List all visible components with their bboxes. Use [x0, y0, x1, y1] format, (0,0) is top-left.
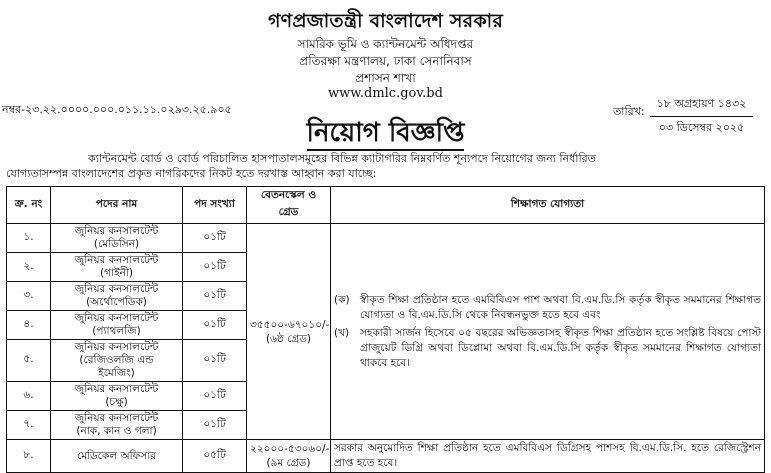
notice-title: [0, 112, 771, 156]
pay-scale-group-1: [247, 224, 331, 440]
header-post-name: পদের নাম: [51, 187, 183, 224]
row-sl: ২.: [7, 253, 51, 282]
row-post-count: ০১টি: [183, 282, 247, 311]
row-post-name: [51, 411, 183, 440]
row-post-count: ০১টি: [183, 411, 247, 440]
header-sl: ক্র. নং: [7, 187, 51, 224]
ministry-name: প্রতিরক্ষা মন্ত্রণালয়, ঢাকা সেনানিবাস: [299, 54, 472, 68]
post-name-line: জুনিয়র কনসালটেন্ট: [74, 225, 159, 237]
government-title: গণপ্রজাতন্ত্রী বাংলাদেশ সরকার: [268, 10, 503, 32]
post-name-line: (মেডিসিন): [93, 238, 140, 250]
post-name-line: জুনিয়র কনসালটেন্ট: [74, 383, 159, 395]
row-sl: ৫.: [7, 340, 51, 382]
row-post-name: [51, 382, 183, 411]
qualification-marker: (ক): [334, 293, 350, 306]
post-name-line: জুনিয়র কনসালটেন্ট: [74, 283, 159, 295]
date-bangla: ১৮ অগ্রহায়ণ ১৪৩২: [650, 95, 753, 117]
post-name-line: জুনিয়র কনসালটেন্ট: [74, 412, 159, 424]
row-post-count: ০১টি: [183, 311, 247, 340]
qualification-group-1: [331, 224, 765, 440]
qualification-text: সহকারী সার্জন হিসেবে ০৫ বছরের অভিজ্ঞতাসহ স্বীকৃত শিক্ষা প্রতিষ্ঠান হতে সংশ্লিষ্ট বিষয়ে পোস্ট গ্রাজুয়েট ডিগ্রি অথবা ডিপ্লোমা অথবা বি.এম.ডি.সি কর্তৃক স্বীকৃত সমমানের শিক্ষাগত যোগ্যতা থাকবে হবে।: [360, 326, 761, 369]
date-label: তারিখ:: [613, 105, 645, 118]
row-sl: ৩.: [7, 282, 51, 311]
post-name-line: জুনিয়র কনসালটেন্ট: [74, 312, 159, 324]
qualification-group-2: সরকার অনুমোদিত শিক্ষা প্রতিষ্ঠান হতে এমবিবিএস ডিগ্রিসহ পাশসহ বি.এম.ডি.সি. হতে রেজিস্ট্রেশন প্রাপ্ত হতে হবে।: [331, 440, 765, 473]
row-post-count: ০১টি: [183, 253, 247, 282]
row-post-name: [51, 282, 183, 311]
post-name-line: (রেজিওলজি এন্ড: [79, 354, 154, 366]
row-post-name: [51, 311, 183, 340]
intro-line-2: যোগ্যতাসম্পন্ন বাংলাদেশের প্রকৃত নাগরিকদের নিকট হতে দরখাস্ত আহ্বান করা যাচ্ছে:: [6, 167, 377, 180]
post-name-line: জুনিয়র কনসালটেন্ট: [74, 341, 159, 353]
pay-scale-amount: ২২০০০-৫৩০৬০/-: [250, 443, 330, 455]
row-sl: ৬.: [7, 382, 51, 411]
row-sl: ৭.: [7, 411, 51, 440]
table-header-row: [7, 187, 765, 224]
row-post-count: ০১টি: [183, 382, 247, 411]
row-post-name: [51, 440, 183, 473]
post-name-line: (নাক, কান ও গলা): [76, 425, 157, 437]
qualification-item: [334, 326, 761, 371]
qualification-marker: (খ): [334, 326, 350, 339]
pay-scale-amount: ৩৫৫০০-৬৭০১০/-: [250, 318, 330, 331]
post-name-line: ইমেজিং): [98, 367, 135, 379]
row-sl: ৪.: [7, 311, 51, 340]
row-post-name: [51, 253, 183, 282]
notice-title-text: নিয়োগ বিজ্ঞপ্তি: [307, 118, 465, 151]
row-sl: ৮.: [7, 440, 51, 473]
website-link[interactable]: www.dmlc.gov.bd: [328, 86, 443, 101]
table-row: [7, 440, 765, 473]
header-qualification: শিক্ষাগত যোগ্যতা: [331, 187, 765, 224]
row-post-count: ০১টি: [183, 224, 247, 253]
post-name-line: (চক্ষু): [105, 396, 128, 408]
pay-grade: (৬ষ্ঠ গ্রেড): [265, 332, 312, 345]
table-row: [7, 224, 765, 253]
posts-table: [6, 186, 765, 473]
post-name-line: জুনিয়র কনসালটেন্ট: [74, 254, 159, 266]
date-english: ০৩ ডিসেম্বর ২০২৫: [658, 121, 745, 134]
row-post-count: ০১টি: [183, 340, 247, 382]
post-name-line: (অর্থোপেডিক): [86, 296, 147, 308]
header-post-count: পদ সংখ্যা: [183, 187, 247, 224]
row-sl: ১.: [7, 224, 51, 253]
qualification-text: স্বীকৃত শিক্ষা প্রতিষ্ঠান হতে এমবিবিএস পাশ অথবা বি.এম.ডি.সি কর্তৃক স্বীকৃত সমমানের শিক্ষাগত যোগ্যতা ও বি.এম.ডি.সি থেকে নিবন্ধনভুক্ত হতে হবে এবং: [360, 293, 761, 321]
qualification-item: [334, 293, 761, 323]
pay-scale-group-2: [247, 440, 331, 473]
intro-paragraph: [6, 151, 766, 181]
post-name-line: (গাইনী): [100, 267, 133, 279]
intro-line-1: ক্যান্টনমেন্ট বোর্ড ও বোর্ড পরিচালিত হাসপাতালসমূহের বিভিন্ন ক্যাটাগরির নিম্নবর্ণিত শূন্যপদে নিয়োগের জন্য নির্ধারিত: [88, 152, 596, 165]
memo-number: নম্বর-২৩.২২.০০০০.০০০.০১১.১১.০২৯৩.২৫.৯০৫: [2, 103, 232, 116]
pay-grade: (৯ম গ্রেড): [266, 457, 311, 469]
row-post-name: [51, 224, 183, 253]
row-post-name: [51, 340, 183, 382]
department-name: সামরিক ভূমি ও ক্যান্টনমেন্ট অধিদপ্তর: [297, 37, 474, 51]
post-name-line: (প্যাথলজি): [92, 325, 141, 337]
post-name-line: মেডিকেল অফিসার: [76, 449, 157, 462]
row-post-count: ০৫টি: [183, 440, 247, 473]
branch-name: প্রশাসন শাখা: [355, 71, 416, 85]
header-pay-scale: বেতনস্কেল ও গ্রেড: [247, 187, 331, 224]
